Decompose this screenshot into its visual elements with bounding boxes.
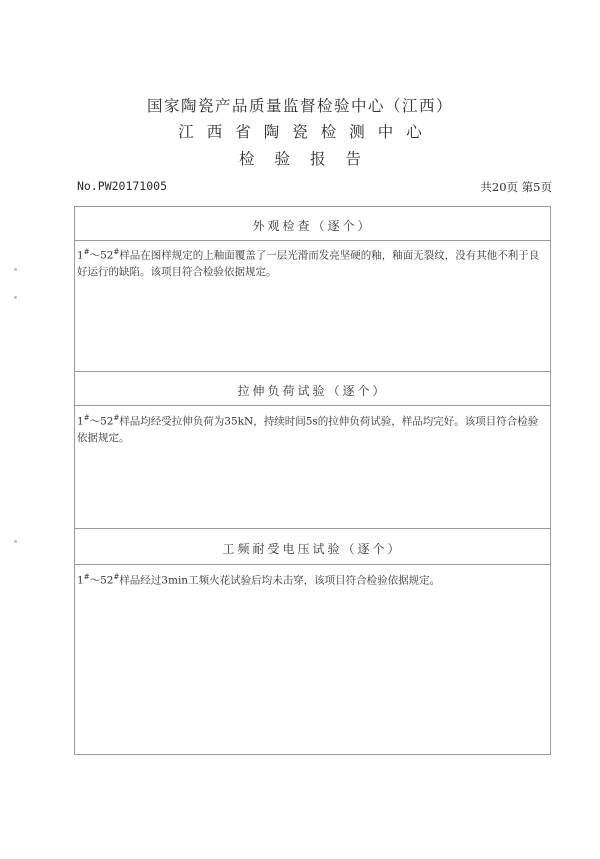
- range-end: 52: [100, 249, 114, 262]
- range-end: 52: [100, 415, 114, 428]
- section-heading-appearance: 外观检查（逐个）: [252, 219, 373, 233]
- divider: [75, 371, 550, 372]
- body-text: 样品经过3min工频火花试验后均未击穿，该项目符合检验依据规定。: [119, 574, 441, 587]
- sample-mark: #: [113, 414, 120, 422]
- scan-edge-mark: [14, 296, 17, 299]
- title-center-name: 国家陶瓷产品质量监督检验中心（江西）: [146, 97, 453, 115]
- section-heading-tensile-load: 拉伸负荷试验（逐个）: [237, 384, 388, 398]
- sample-mark: #: [113, 248, 120, 256]
- scan-edge-mark: [14, 268, 17, 271]
- range-start: 1: [77, 574, 84, 587]
- body-text: 样品在图样规定的上釉面覆盖了一层光滑而发亮坚硬的釉，釉面无裂纹，没有其他不利于良好运行的缺陷。该项目符合检验依据规定。: [77, 249, 540, 278]
- sample-mark: #: [83, 414, 90, 422]
- title-center-subname: 江西省陶瓷检测中心: [178, 123, 435, 141]
- divider: [75, 240, 550, 241]
- scan-edge-mark: [14, 540, 17, 543]
- page-counter: 共20页 第5页: [480, 180, 552, 194]
- divider: [75, 405, 550, 406]
- report-number: No.PW20171005: [77, 179, 168, 193]
- section-body-tensile-load: 1#～52#样品均经受拉伸负荷为35kN，持续时间5s的拉伸负荷试验，样品均完好。该项目符合检验依据规定。: [77, 414, 539, 444]
- sample-mark: #: [83, 573, 90, 581]
- title-report: 检验报告: [238, 150, 381, 168]
- section-body-appearance: 1#～52#样品在图样规定的上釉面覆盖了一层光滑而发亮坚硬的釉，釉面无裂纹，没有其他不利于良好运行的缺陷。该项目符合检验依据规定。: [77, 248, 540, 278]
- section-heading-power-frequency-voltage: 工频耐受电压试验（逐个）: [222, 542, 403, 556]
- divider: [75, 564, 550, 565]
- divider: [75, 528, 550, 529]
- sample-mark: #: [113, 573, 120, 581]
- sample-mark: #: [83, 248, 90, 256]
- range-end: 52: [100, 574, 114, 587]
- body-text: 样品均经受拉伸负荷为35kN，持续时间5s的拉伸负荷试验，样品均完好。该项目符合检验依据规定。: [77, 415, 539, 444]
- range-start: 1: [77, 415, 84, 428]
- range-start: 1: [77, 249, 84, 262]
- inspection-table: [74, 206, 551, 755]
- section-body-power-frequency-voltage: 1#～52#样品经过3min工频火花试验后均未击穿，该项目符合检验依据规定。: [77, 573, 441, 587]
